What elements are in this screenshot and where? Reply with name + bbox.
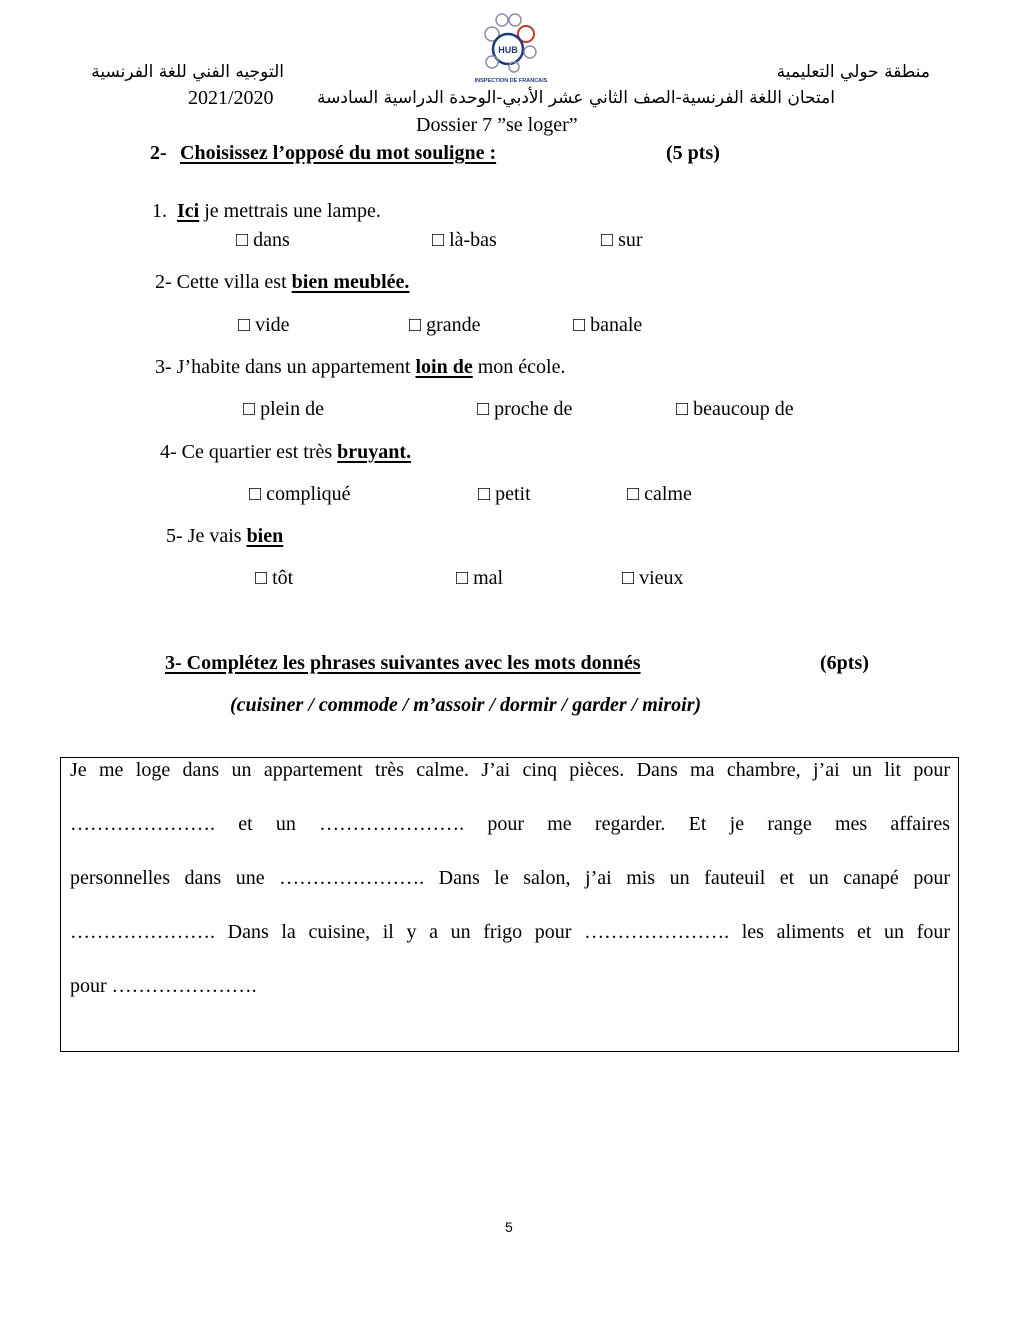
q4-option-1[interactable]: □ compliqué: [249, 483, 351, 505]
question-2: [155, 271, 409, 294]
paragraph-line-5: pour ………………….: [70, 975, 257, 997]
question-2-prefix: 2-: [155, 271, 172, 293]
q3-option-3[interactable]: □ beaucoup de: [676, 398, 794, 420]
q5-option-2[interactable]: □ mal: [456, 567, 504, 589]
logo-icon: [470, 12, 552, 86]
question-5-before: Je vais: [187, 525, 247, 547]
page-number: 5: [505, 1219, 513, 1235]
paragraph-line-4: …………………. Dans la cuisine, il y a un frigo pour …………………. les aliments et un four: [70, 921, 950, 943]
q3-option-2[interactable]: □ proche de: [477, 398, 573, 420]
header-inspection: التوجيه الفني للغة الفرنسية: [91, 62, 284, 82]
paragraph-line-1: Je me loge dans un appartement très calme. J’ai cinq pièces. Dans ma chambre, j’ai un lit pour: [70, 759, 950, 781]
q1-option-2[interactable]: □ là-bas: [432, 229, 497, 251]
q4-option-2[interactable]: □ petit: [478, 483, 531, 505]
q2-option-3[interactable]: □ banale: [573, 314, 643, 336]
q3-option-1[interactable]: □ plein de: [243, 398, 324, 420]
paragraph-line-2: …………………. et un …………………. pour me regarder. Et je range mes affaires: [70, 813, 950, 835]
q5-option-1[interactable]: □ tôt: [255, 567, 294, 589]
header-district: منطقة حولي التعليمية: [776, 62, 930, 82]
question-5-prefix: 5-: [166, 525, 183, 547]
dossier-title: Dossier 7 ”se loger”: [416, 114, 578, 136]
question-2-keyword: bien meublée.: [291, 271, 410, 293]
q1-option-3[interactable]: □ sur: [601, 229, 643, 251]
section2-title: Choisissez l’opposé du mot souligne :: [180, 142, 497, 164]
question-5-keyword: bien: [246, 525, 284, 547]
question-4-keyword: bruyant.: [337, 441, 412, 463]
question-4: [160, 441, 411, 464]
logo-caption: INSPECTION DE FRANCAIS: [474, 78, 548, 84]
inspection-logo: [470, 12, 552, 86]
question-3-prefix: 3-: [155, 356, 172, 378]
question-1-prefix: 1.: [152, 200, 167, 222]
question-3: [155, 356, 565, 379]
question-4-before: Ce quartier est très: [181, 441, 338, 463]
question-3-after: mon école.: [472, 356, 566, 378]
question-4-prefix: 4-: [160, 441, 177, 463]
section3-title: 3- Complétez les phrases suivantes avec les mots donnés: [165, 652, 641, 674]
question-2-before: Cette villa est: [176, 271, 292, 293]
section2-points: (5 pts): [666, 142, 720, 164]
q2-option-2[interactable]: □ grande: [409, 314, 481, 336]
question-1: [152, 200, 381, 223]
school-year: 2021/2020: [188, 87, 274, 109]
section3-points: (6pts): [820, 652, 869, 674]
section2-number: 2-: [150, 142, 167, 164]
q2-option-1[interactable]: □ vide: [238, 314, 290, 336]
question-1-keyword: Ici: [177, 200, 200, 222]
paragraph-line-3: personnelles dans une …………………. Dans le salon, j’ai mis un fauteuil et un canapé pour: [70, 867, 950, 889]
question-5: [166, 525, 283, 548]
question-3-keyword: loin de: [415, 356, 473, 378]
question-3-before: J’habite dans un appartement: [176, 356, 416, 378]
exam-title-arabic: امتحان اللغة الفرنسية-الصف الثاني عشر الأدبي-الوحدة الدراسية السادسة: [317, 88, 835, 108]
fill-in-box: [60, 757, 959, 1052]
word-bank: (cuisiner / commode / m’assoir / dormir / garder / miroir): [230, 694, 702, 716]
q4-option-3[interactable]: □ calme: [627, 483, 692, 505]
q5-option-3[interactable]: □ vieux: [622, 567, 684, 589]
question-1-after: je mettrais une lampe.: [199, 200, 381, 222]
logo-text: HUB: [498, 45, 518, 55]
q1-option-1[interactable]: □ dans: [236, 229, 290, 251]
